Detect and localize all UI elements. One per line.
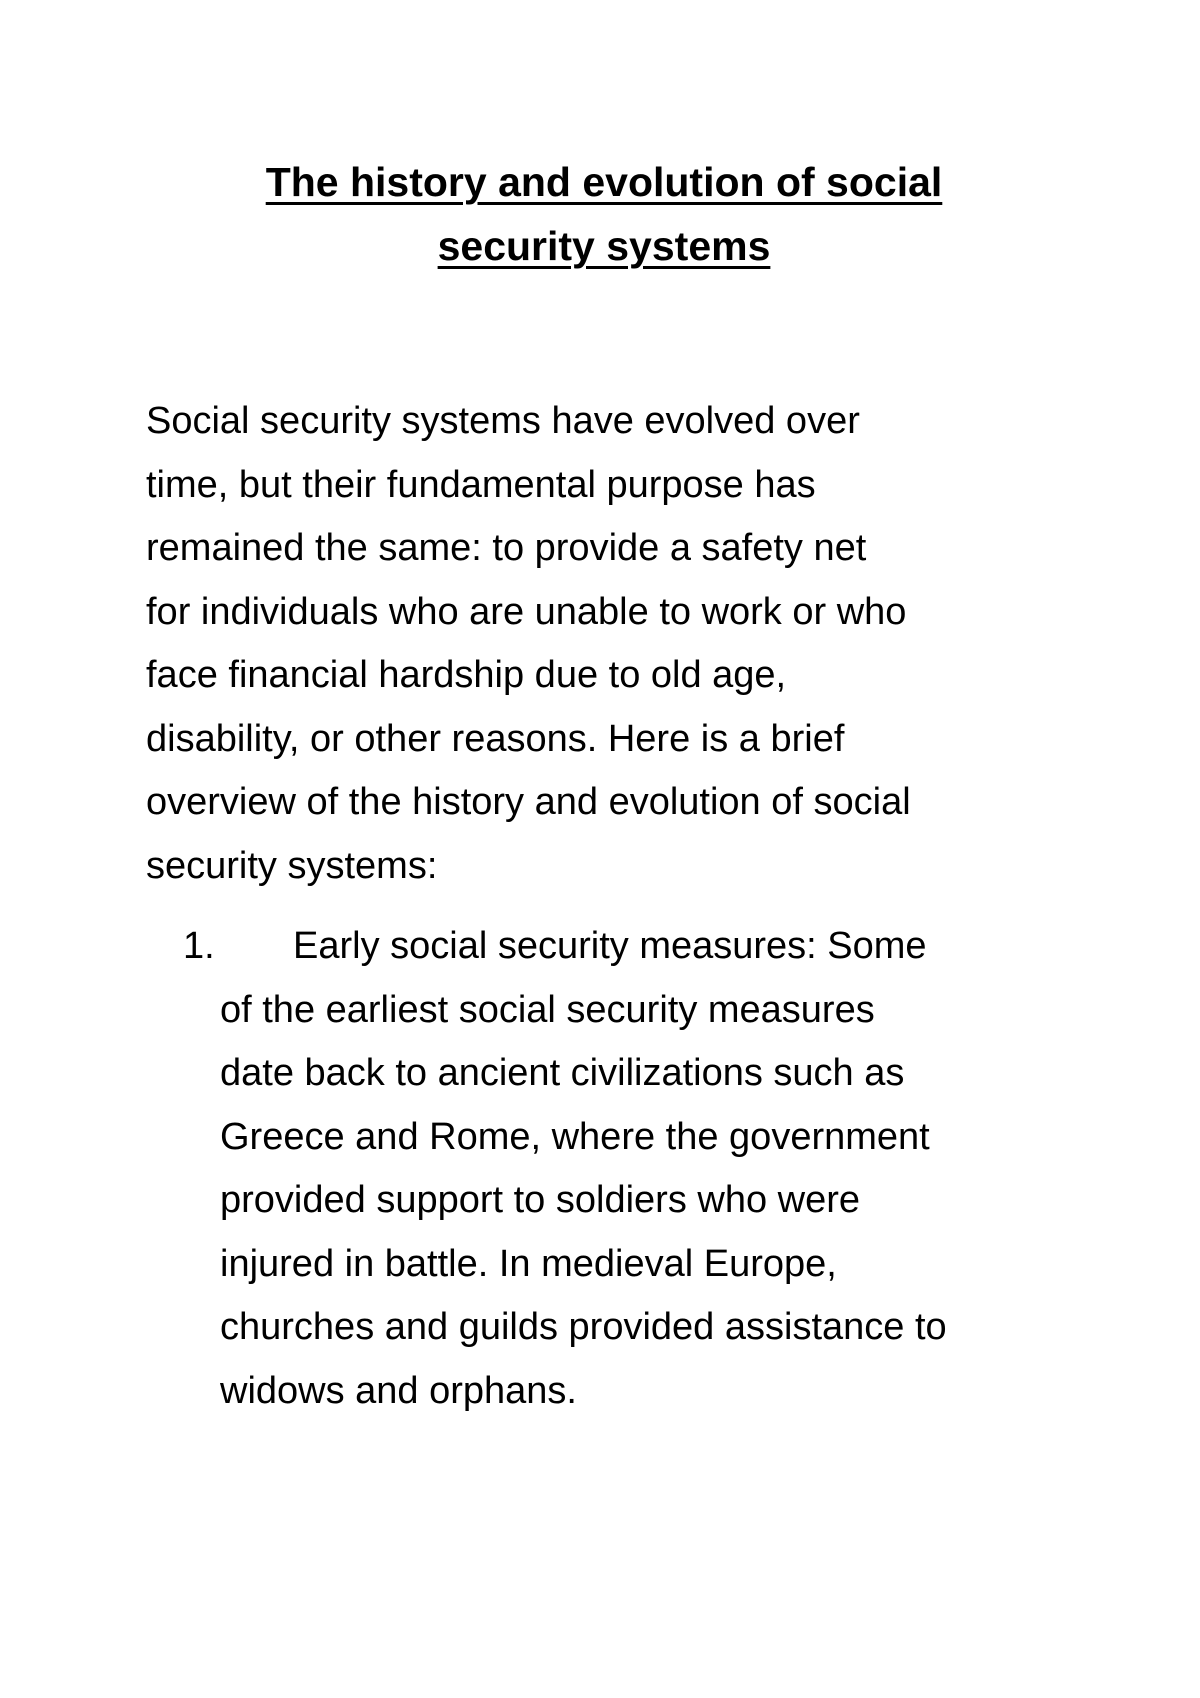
paragraph-line: for individuals who are unable to work or who bbox=[146, 590, 907, 633]
paragraph-line: security systems: bbox=[146, 844, 438, 887]
list-item-number: 1. bbox=[183, 925, 215, 967]
list-item-line: provided support to soldiers who were bbox=[220, 1179, 861, 1221]
numbered-list bbox=[183, 915, 1083, 1423]
list-item-line: widows and orphans. bbox=[220, 1369, 577, 1412]
paragraph-line: disability, or other reasons. Here is a brief bbox=[146, 717, 845, 760]
list-item-line: injured in battle. In medieval Europe, bbox=[220, 1242, 837, 1285]
paragraph-line: overview of the history and evolution of social bbox=[146, 781, 911, 823]
list-item bbox=[183, 915, 1083, 1423]
list-item-line: of the earliest social security measures bbox=[220, 988, 875, 1031]
paragraph-line: time, but their fundamental purpose has bbox=[146, 463, 816, 506]
list-item-line: churches and guilds provided assistance to bbox=[220, 1306, 947, 1348]
intro-paragraph bbox=[146, 390, 1066, 898]
title-line: security systems bbox=[437, 223, 771, 269]
paragraph-line: remained the same: to provide a safety net bbox=[146, 527, 867, 569]
paragraph-line: Social security systems have evolved over bbox=[146, 400, 860, 442]
paragraph-line: face financial hardship due to old age, bbox=[146, 654, 787, 696]
title-line: The history and evolution of social bbox=[265, 159, 943, 205]
list-item-line: Greece and Rome, where the government bbox=[220, 1115, 930, 1158]
list-item-line: date back to ancient civilizations such as bbox=[220, 1052, 905, 1094]
document-title bbox=[150, 150, 1058, 278]
list-item-line: Early social security measures: Some bbox=[293, 925, 927, 967]
